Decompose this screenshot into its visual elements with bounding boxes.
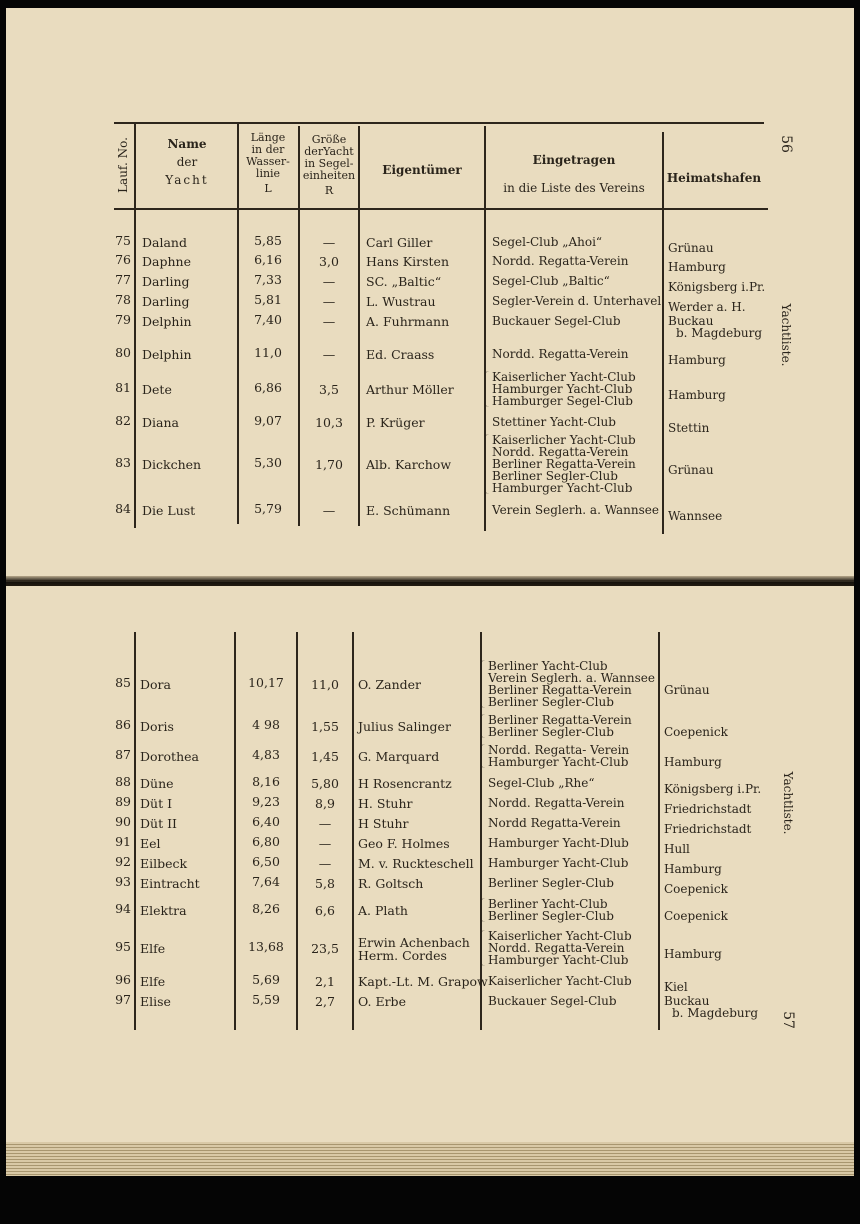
row-number: 88: [115, 774, 131, 789]
length-value: 8,26: [252, 901, 280, 916]
club-name: Segel-Club „Rhe“: [488, 776, 595, 790]
owner-name: Ed. Craass: [366, 347, 435, 362]
club-name: Kaiserlicher Yacht-Club: [488, 974, 632, 988]
row-number: 84: [115, 501, 131, 516]
owner-name: Alb. Karchow: [366, 457, 452, 472]
club-name: Berliner Yacht-Club: [488, 659, 608, 673]
length-value: 6,16: [254, 252, 282, 267]
club-name: Hamburger Yacht-Dlub: [488, 836, 629, 850]
row-number: 85: [115, 675, 131, 690]
homeport-name: Grünau: [668, 241, 714, 255]
length-value: 6,80: [252, 834, 280, 849]
club-name: Berliner Segler-Club: [488, 695, 614, 709]
size-value: 1,45: [311, 749, 339, 764]
row-number: 87: [115, 747, 131, 762]
homeport-name: Friedrichstadt: [664, 822, 752, 836]
header-registered-sub: in die Liste des Vereins: [503, 181, 645, 195]
page-number: 57: [780, 1011, 796, 1029]
yacht-name: Diana: [142, 415, 179, 430]
homeport-name: Hamburg: [668, 353, 726, 367]
homeport-name: Werder a. H.: [668, 300, 746, 314]
club-name: Berliner Regatta-Verein: [488, 683, 632, 697]
col-rule-6: [658, 632, 660, 1030]
row-number: 93: [115, 874, 131, 889]
homeport-name: Hamburg: [668, 388, 726, 402]
brace-icon: [484, 371, 489, 407]
club-name: Berliner Segler-Club: [492, 469, 618, 483]
yacht-name: Dora: [140, 677, 171, 692]
club-name: Segel-Club „Baltic“: [492, 274, 610, 288]
row-number: 94: [115, 901, 131, 916]
size-value: 1,55: [311, 719, 339, 734]
row-number: 83: [115, 455, 131, 470]
size-value: 1,70: [315, 457, 343, 472]
length-value: 5,69: [252, 972, 280, 987]
owner-name: H Rosencrantz: [358, 776, 452, 791]
header-size: Größe derYacht in Segel- einheiten R: [302, 133, 356, 197]
page-number: 56: [778, 135, 794, 153]
size-value: 3,5: [319, 382, 339, 397]
length-value: 8,16: [252, 774, 280, 789]
col-rule-1: [134, 632, 136, 1030]
owner-name: Hans Kirsten: [366, 254, 449, 269]
yacht-name: Düt I: [140, 796, 173, 811]
club-name: Nordd. Regatta-Verein: [492, 347, 629, 361]
row-number: 90: [115, 814, 131, 829]
running-title: Yachtliste.: [781, 771, 795, 835]
club-name: Hamburger Yacht-Club: [492, 481, 633, 495]
row-number: 86: [115, 717, 131, 732]
length-value: 5,85: [254, 233, 282, 248]
yacht-name: Doris: [140, 719, 174, 734]
owner-name: A. Fuhrmann: [366, 314, 450, 329]
brace-icon: [480, 660, 485, 708]
owner-name: M. v. Ruckteschell: [358, 856, 474, 871]
owner-name: Julius Salinger: [358, 719, 451, 734]
col-rule-4: [352, 632, 354, 1030]
row-number: 91: [115, 834, 131, 849]
yacht-name: Elfe: [140, 941, 166, 956]
size-value: —: [318, 836, 332, 851]
size-value: —: [322, 235, 336, 250]
size-value: —: [318, 856, 332, 871]
col-rule-4: [358, 126, 360, 526]
owner-name: P. Krüger: [366, 415, 425, 430]
club-name: Berliner Yacht-Club: [488, 897, 608, 911]
header-registered: Eingetragen: [532, 153, 616, 167]
club-name: Buckauer Segel-Club: [488, 994, 617, 1008]
yacht-name: Darling: [142, 274, 190, 289]
brace-icon: [480, 898, 485, 922]
size-value: —: [318, 816, 332, 831]
yacht-name: Eilbeck: [140, 856, 188, 871]
owner-name: Kapt.-Lt. M. Grapow: [358, 974, 488, 989]
size-value: 10,3: [315, 415, 343, 430]
brace-icon: [480, 744, 485, 768]
brace-icon: [484, 434, 489, 494]
header-bottom-rule: [114, 208, 768, 210]
yacht-name: Düne: [140, 776, 174, 791]
club-name: Hamburger Yacht-Club: [488, 856, 629, 870]
size-value: 11,0: [311, 677, 339, 692]
length-value: 5,81: [254, 292, 282, 307]
length-value: 4 98: [252, 717, 280, 732]
running-title: Yachtliste.: [779, 303, 793, 367]
club-name: Nordd. Regatta-Verein: [492, 254, 629, 268]
yacht-name: Eintracht: [140, 876, 200, 891]
length-value: 5,59: [252, 992, 280, 1007]
homeport-name: Hull: [664, 842, 690, 856]
owner-name: Carl Giller: [366, 235, 433, 250]
yacht-name: Dickchen: [142, 457, 202, 472]
row-number: 96: [115, 972, 131, 987]
homeport-name: Kiel: [664, 980, 688, 994]
header-owner: Eigentümer: [382, 163, 462, 177]
club-name: Nordd. Regatta-Verein: [492, 445, 629, 459]
club-name: Verein Seglerh. a. Wannsee: [488, 671, 655, 685]
length-value: 5,30: [254, 455, 282, 470]
row-number: 95: [115, 939, 131, 954]
length-value: 7,33: [254, 272, 282, 287]
homeport-name: Wannsee: [668, 509, 723, 523]
col-rule-1: [134, 124, 136, 528]
row-number: 92: [115, 854, 131, 869]
header-length: Länge in der Wasser- linie L: [246, 131, 290, 195]
size-value: 2,1: [315, 974, 335, 989]
club-name: Verein Seglerh. a. Wannsee: [492, 503, 659, 517]
yacht-name: Elfe: [140, 974, 166, 989]
club-name: Hamburger Yacht-Club: [492, 382, 633, 396]
header-top-rule: [114, 122, 764, 124]
club-name: Segler-Verein d. Unterhavel: [492, 294, 662, 308]
size-value: —: [322, 314, 336, 329]
club-name: Nordd. Regatta-Verein: [488, 796, 625, 810]
yacht-name: Die Lust: [142, 503, 196, 518]
row-number: 79: [115, 312, 131, 327]
length-value: 9,23: [252, 794, 280, 809]
homeport-name: Königsberg i.Pr.: [668, 280, 766, 294]
yacht-name: Delphin: [142, 314, 192, 329]
club-name: Stettiner Yacht-Club: [492, 415, 616, 429]
yacht-name: Dorothea: [140, 749, 199, 764]
owner-name: H. Stuhr: [358, 796, 413, 811]
club-name: Nordd Regatta-Verein: [488, 816, 621, 830]
size-value: 5,8: [315, 876, 335, 891]
homeport-name: Coepenick: [664, 909, 728, 923]
yacht-name: Dete: [142, 382, 172, 397]
length-value: 9,07: [254, 413, 282, 428]
club-name: Berliner Segler-Club: [488, 725, 614, 739]
length-value: 5,79: [254, 501, 282, 516]
owner-name: Geo F. Holmes: [358, 836, 450, 851]
col-rule-2: [234, 632, 236, 1030]
club-name: Nordd. Regatta-Verein: [488, 941, 625, 955]
owner-name: Erwin Achenbach: [358, 934, 470, 950]
owner-name: O. Zander: [358, 677, 422, 692]
size-value: 2,7: [315, 994, 335, 1009]
yacht-name: Eel: [140, 836, 161, 851]
length-value: 11,0: [254, 345, 282, 360]
page-56: [6, 8, 854, 582]
club-name: Hamburger Yacht-Club: [488, 953, 629, 967]
row-number: 81: [115, 380, 131, 395]
homeport-name: Königsberg i.Pr.: [664, 782, 762, 796]
owner-name: H Stuhr: [358, 816, 409, 831]
homeport-name: Grünau: [664, 683, 710, 697]
club-name: Kaiserlicher Yacht-Club: [492, 433, 636, 447]
yacht-name: Daland: [142, 235, 187, 250]
owner-name: G. Marquard: [358, 749, 440, 764]
owner-name: O. Erbe: [358, 994, 406, 1009]
owner-name: Herm. Cordes: [358, 947, 447, 963]
page-edges: [6, 1142, 854, 1176]
yacht-name: Düt II: [140, 816, 177, 831]
homeport-name: b. Magdeburg: [672, 1006, 759, 1020]
header-homeport: Heimatshafen: [666, 171, 762, 185]
length-value: 6,50: [252, 854, 280, 869]
owner-name: Arthur Möller: [366, 382, 454, 397]
length-value: 7,64: [252, 874, 280, 889]
yacht-name: Elise: [140, 994, 171, 1009]
homeport-name: Hamburg: [664, 755, 722, 769]
length-value: 6,86: [254, 380, 282, 395]
club-name: Buckauer Segel-Club: [492, 314, 621, 328]
homeport-name: Buckau: [668, 314, 714, 328]
owner-name: R. Goltsch: [358, 876, 424, 891]
size-value: 5,80: [311, 776, 339, 791]
book-gutter: [6, 576, 854, 586]
homeport-name: Hamburg: [668, 260, 726, 274]
club-name: Kaiserlicher Yacht-Club: [492, 370, 636, 384]
length-value: 7,40: [254, 312, 282, 327]
homeport-name: Stettin: [668, 421, 710, 435]
yacht-name: Delphin: [142, 347, 192, 362]
club-name: Berliner Regatta-Verein: [492, 457, 636, 471]
homeport-name: Friedrichstadt: [664, 802, 752, 816]
length-value: 13,68: [248, 939, 284, 954]
size-value: 8,9: [315, 796, 335, 811]
col-rule-3: [296, 632, 298, 1030]
yacht-name: Elektra: [140, 903, 187, 918]
homeport-name: Buckau: [664, 994, 710, 1008]
brace-icon: [480, 714, 485, 738]
header-number: Lauf. No.: [116, 137, 130, 193]
length-value: 10,17: [248, 675, 284, 690]
club-name: Berliner Segler-Club: [488, 876, 614, 890]
page-57: [6, 586, 854, 1142]
owner-name: A. Plath: [358, 903, 408, 918]
row-number: 76: [115, 252, 131, 267]
homeport-name: Hamburg: [664, 862, 722, 876]
club-name: Segel-Club „Ahoi“: [492, 235, 603, 249]
homeport-name: Coepenick: [664, 882, 728, 896]
club-name: Berliner Regatta-Verein: [488, 713, 632, 727]
size-value: —: [322, 274, 336, 289]
club-name: Hamburger Segel-Club: [492, 394, 633, 408]
length-value: 6,40: [252, 814, 280, 829]
row-number: 97: [115, 992, 131, 1007]
col-rule-6: [662, 132, 664, 534]
size-value: —: [322, 503, 336, 518]
brace-icon: [480, 930, 485, 966]
yacht-name: Darling: [142, 294, 190, 309]
row-number: 89: [115, 794, 131, 809]
length-value: 4,83: [252, 747, 280, 762]
club-name: Hamburger Yacht-Club: [488, 755, 629, 769]
homeport-name: Coepenick: [664, 725, 728, 739]
size-value: —: [322, 294, 336, 309]
homeport-name: b. Magdeburg: [676, 326, 763, 340]
club-name: Kaiserlicher Yacht-Club: [488, 929, 632, 943]
size-value: 6,6: [315, 903, 335, 918]
row-number: 80: [115, 345, 131, 360]
row-number: 78: [115, 292, 131, 307]
row-number: 77: [115, 272, 131, 287]
size-value: 3,0: [319, 254, 339, 269]
homeport-name: Hamburg: [664, 947, 722, 961]
owner-name: SC. „Baltic“: [366, 274, 442, 289]
row-number: 82: [115, 413, 131, 428]
size-value: 23,5: [311, 941, 339, 956]
row-number: 75: [115, 233, 131, 248]
club-name: Nordd. Regatta- Verein: [488, 743, 630, 757]
header-name: Name der Yacht: [165, 137, 209, 187]
owner-name: L. Wustrau: [366, 294, 436, 309]
homeport-name: Grünau: [668, 463, 714, 477]
size-value: —: [322, 347, 336, 362]
club-name: Berliner Segler-Club: [488, 909, 614, 923]
yacht-name: Daphne: [142, 254, 191, 269]
owner-name: E. Schümann: [366, 503, 451, 518]
